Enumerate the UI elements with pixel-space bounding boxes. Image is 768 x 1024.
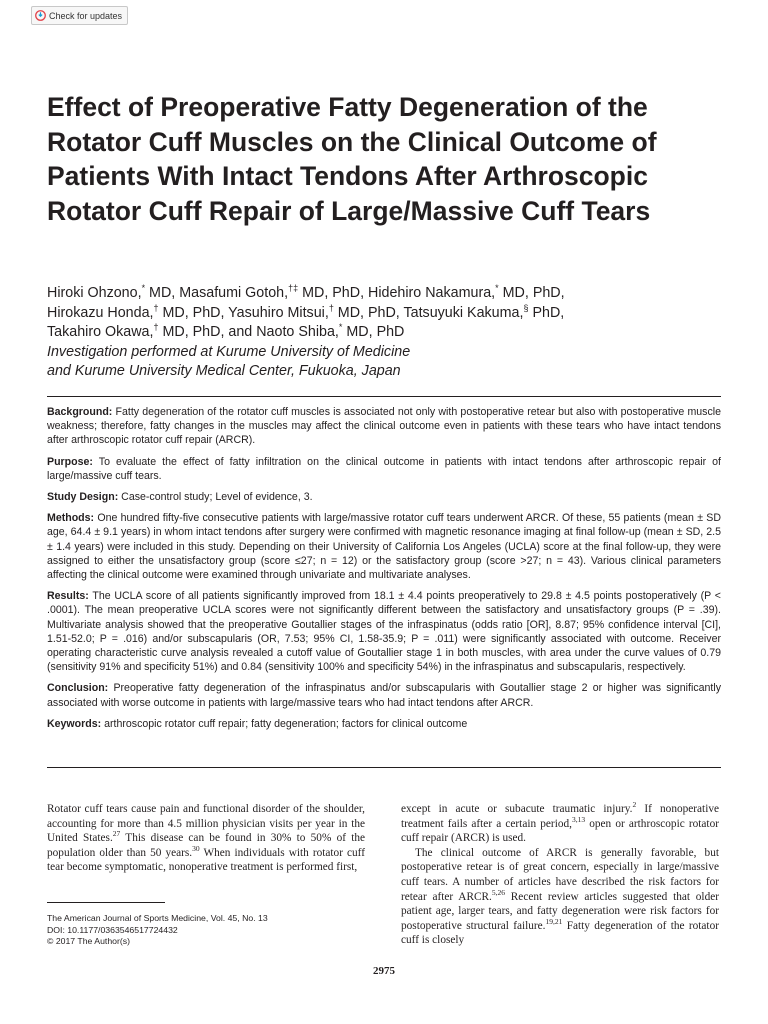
author-mark: *: [495, 283, 499, 294]
section-label: Keywords:: [47, 717, 102, 730]
body-text: The clinical outcome of ARCR is generally favorable, but postoperative retear is of great concern, especially in large/massive cuff tears. A number of articles have described the risk factors for retear after ARCR.: [401, 846, 719, 903]
citation-ref[interactable]: 30: [192, 844, 200, 854]
article-title: Effect of Preoperative Fatty Degeneration of the Rotator Cuff Muscles on the Clinical Outcome of Patients With Intact Tendons After Arthroscopic Rotator Cuff Repair of Large/Massive Cuff Tears: [47, 92, 657, 226]
affiliation-line-2: and Kurume University Medical Center, Fukuoka, Japan: [47, 363, 401, 379]
doi-link[interactable]: DOI: 10.1177/0363546517724432: [47, 924, 178, 935]
abstract: [47, 405, 721, 738]
body-text: This disease can be found in 30% to 50% of the population older than 50 years.: [47, 832, 365, 859]
section-label: Conclusion:: [47, 682, 109, 695]
abstract-methods: [47, 511, 721, 582]
section-text: arthroscopic rotator cuff repair; fatty degeneration; factors for clinical outcome: [101, 717, 468, 730]
section-text: To evaluate the effect of fatty infiltration on the clinical outcome in patients with intact tendons after arthroscopic repair of large/massive cuff tears.: [47, 455, 721, 482]
section-text: Fatty degeneration of the rotator cuff muscles is associated not only with postoperative retear but also with postoperative muscle weakness; therefore, fatty changes in the muscles may affect the clinical outcome even in patients with these tears who have intact tendons after arthroscopic rotator cuff repair (ARCR).: [47, 406, 721, 447]
section-text: The UCLA score of all patients significantly improved from 18.1 ± 4.4 points preoperatively to 29.8 ± 4.5 points postoperatively (P < .0001). The mean preoperative UCLA scores were not significantly different between the satisfactory and unsatisfactory groups (P = .39). Multivariate analysis showed that the preoperative Goutallier stages of the infraspinatus (odds ratio [OR], 8.87; 95% confidence interval [CI], 1.51-52.0; P = .016) and/or subscapularis (OR, 7.53; 95% CI, 1.58-35.9; P = .011) were significantly associated with outcome. Receiver operating characteristic curve analysis revealed a cutoff value of Goutallier stage 1 in both muscles, with area under the curve values of 0.79 (sensitivity 91% and specificity 51%) and 0.84 (sensitivity 100% and specificity 54%) in the infraspinatus and subscapularis, respectively.: [47, 590, 721, 674]
body-column-right: [401, 802, 719, 948]
author-line-3: [47, 323, 707, 343]
citation-ref[interactable]: 5,26: [491, 887, 506, 897]
author-mark: *: [338, 322, 343, 333]
author-line-2: [47, 304, 707, 324]
page-number: 2975: [373, 965, 395, 977]
abstract-bottom-rule: [47, 767, 721, 768]
author-line-1: [47, 284, 707, 304]
body-paragraph: [47, 802, 365, 875]
abstract-top-rule: [47, 396, 721, 397]
author-name: Hirokazu Honda,: [47, 304, 154, 321]
section-text: Preoperative fatty degeneration of the infraspinatus and/or subscapularis with Goutallier stage 2 or higher was significantly associated with worse outcome in patients with large/massive tears who had intact tendons after ARCR.: [47, 682, 721, 709]
citation-ref[interactable]: 19,21: [545, 916, 563, 926]
check-for-updates-badge[interactable]: [31, 6, 128, 25]
abstract-study-design: [47, 490, 721, 504]
author-mark: †‡: [288, 283, 299, 294]
body-text: Fatty degeneration of the rotator cuff is closely: [401, 919, 719, 947]
body-text: If nonoperative treatment fails after a certain period,: [401, 803, 719, 830]
body-column-left: [47, 802, 365, 875]
check-for-updates-icon: [35, 10, 46, 21]
citation-ref[interactable]: 2: [632, 800, 637, 810]
body-paragraph: [401, 846, 719, 948]
author-name: MD, PhD, Tatsuyuki Kakuma,: [333, 304, 524, 321]
abstract-purpose: [47, 455, 721, 483]
abstract-keywords: [47, 717, 721, 731]
body-text: Rotator cuff tears cause pain and functional disorder of the shoulder, accounting for more than 4.5 million physician visits per year in the United States.: [47, 803, 365, 845]
body-text: open or arthroscopic rotator cuff repair (ARCR) is used.: [401, 817, 719, 845]
author-name: MD, PhD, and Naoto Shiba,: [158, 324, 339, 340]
author-degree: MD, PhD: [342, 324, 405, 340]
author-degree: PhD,: [528, 304, 565, 321]
author-name: MD, Masafumi Gotoh,: [145, 285, 289, 301]
author-name: MD, PhD, Hidehiro Nakamura,: [298, 285, 496, 301]
check-for-updates-label: Check for updates: [49, 10, 123, 21]
copyright-notice: © 2017 The Author(s): [47, 936, 131, 947]
author-mark: †: [153, 322, 159, 333]
abstract-background: [47, 405, 721, 448]
body-paragraph: [401, 802, 719, 846]
body-text: When individuals with rotator cuff tear become symptomatic, nonoperative treatment is performed first,: [47, 846, 365, 874]
author-mark: †: [153, 302, 159, 313]
author-degree: MD, PhD,: [498, 285, 565, 301]
author-name: MD, PhD, Yasuhiro Mitsui,: [158, 304, 329, 321]
author-mark: †: [328, 302, 334, 313]
section-label: Background:: [47, 406, 113, 418]
author-name: Takahiro Okawa,: [47, 324, 154, 340]
section-label: Purpose:: [47, 455, 93, 468]
body-text: except in acute or subacute traumatic injury.: [401, 803, 633, 815]
body-text: Recent review articles suggested that older patient age, larger tears, and fatty degeneration were risk factors for postoperative structural failure.: [401, 890, 719, 932]
author-block: [47, 284, 707, 382]
affiliation-line-1: Investigation performed at Kurume University of Medicine: [47, 343, 411, 360]
section-label: Results:: [47, 590, 89, 603]
citation-ref[interactable]: 27: [112, 829, 121, 839]
footnote-rule: [47, 902, 165, 903]
footnote: [47, 913, 367, 948]
author-mark: §: [523, 302, 529, 313]
abstract-conclusion: [47, 681, 721, 709]
abstract-results: [47, 589, 721, 674]
journal-citation: The American Journal of Sports Medicine, Vol. 45, No. 13: [47, 913, 268, 923]
section-label: Methods:: [47, 512, 95, 525]
section-text: Case-control study; Level of evidence, 3.: [118, 491, 313, 504]
author-name: Hiroki Ohzono,: [47, 285, 142, 301]
section-text: One hundred fifty-five consecutive patients with large/massive rotator cuff tears underwent ARCR. Of these, 55 patients (mean ± SD age, 64.4 ± 9.1 years) in whom intact tendons after surgery were confirmed with magnetic resonance imaging at final follow-up (mean ± SD, 2.5 ± 1.4 years) were included in this study. Depending on their University of California Los Angeles (UCLA) score at the final follow-up, they were assigned to either the unsatisfactory group (score ≤27; n = 12) or the satisfactory group (score >27; n = 43). Various clinical parameters affecting the clinical outcome were examined through univariate and multivariate analyses.: [47, 512, 721, 582]
section-label: Study Design:: [47, 491, 119, 504]
citation-ref[interactable]: 3,13: [571, 814, 586, 824]
author-mark: *: [141, 283, 146, 294]
